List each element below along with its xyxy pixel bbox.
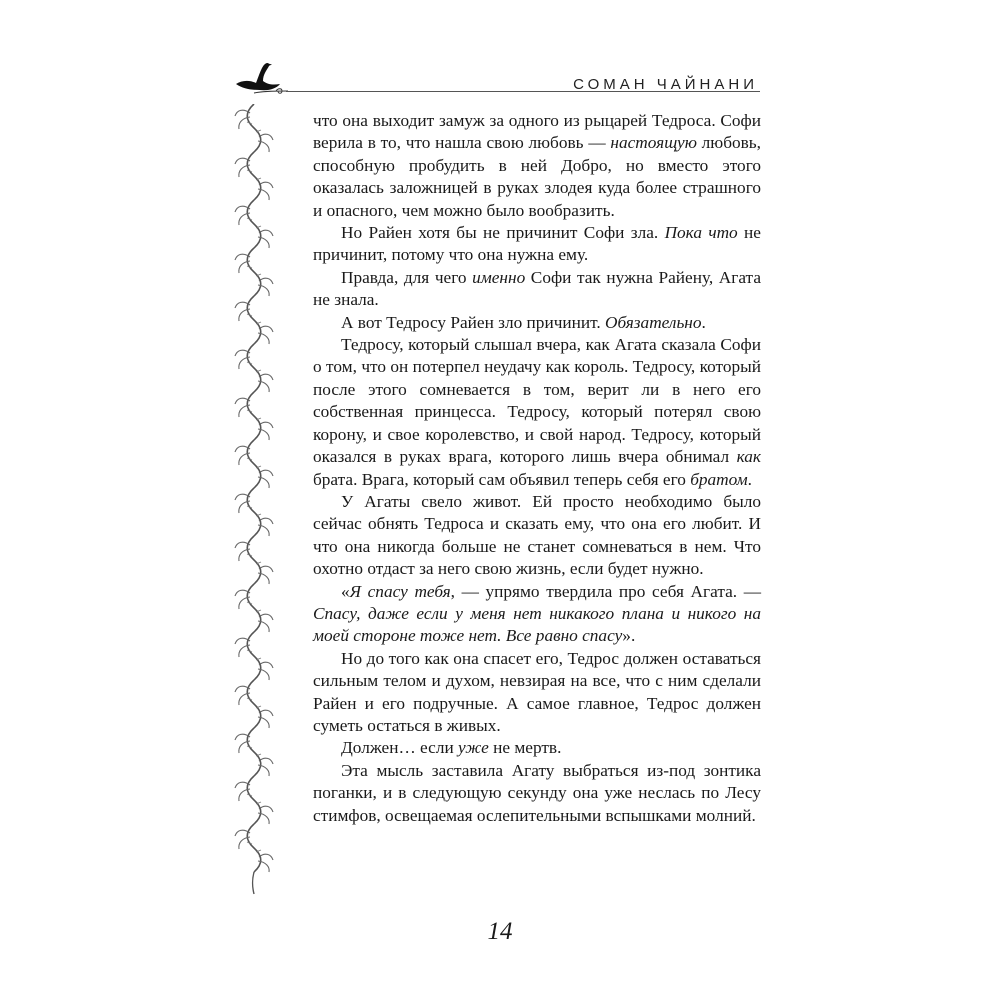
text-run: У Агаты свело живот. Ей просто необходимо было сейчас обнять Тедроса и сказать ему, что она его любит. И что она никогда больше не станет сомневаться в нем. Что охотно отдаст за него свою жизнь, если будет нужно. xyxy=(313,491,761,579)
italic-text-run: Спасу, даже если у меня нет никакого плана и никого на моей стороне тоже нет. Все равно спасу xyxy=(313,603,761,646)
paragraph xyxy=(313,312,761,334)
paragraph xyxy=(313,760,761,827)
text-run: . xyxy=(701,312,706,332)
text-run: что она выходит замуж за одного из рыцарей Тедроса. Софи верила в то, что нашла свою любовь — xyxy=(313,111,761,153)
text-run: Эта мысль заставила Агату выбраться из-под зонтика поганки, и в следующую секунду она уже неслась по Лесу стимфов, освещаемая ослепительными вспышками молний. xyxy=(313,760,761,825)
text-run: Но Райен хотя бы не причинит Софи зла. xyxy=(341,223,665,243)
italic-text-run: братом xyxy=(690,469,748,489)
italic-text-run: Пока что xyxy=(664,223,738,243)
text-run: Должен… если xyxy=(341,738,459,758)
text-run: . xyxy=(747,469,752,489)
paragraph xyxy=(313,222,761,267)
text-run: брата. Врага, который сам объявил теперь себя его xyxy=(313,469,691,489)
page-number: 14 xyxy=(487,918,513,945)
text-run: любовь, способную пробудить в ней Добро, но вместо этого оказалась заложницей в руках злодея куда более страшного и опасного, чем можно было вообразить. xyxy=(313,133,761,220)
paragraph xyxy=(313,110,761,222)
italic-text-run: Обязательно xyxy=(605,312,702,332)
text-run: « xyxy=(341,581,350,601)
italic-text-run: уже xyxy=(458,738,489,758)
italic-text-run: именно xyxy=(472,267,526,287)
italic-text-run: Я спасу тебя xyxy=(349,581,451,601)
swan-icon xyxy=(232,58,302,100)
text-run: Софи так нужна Райену, Агата не знала. xyxy=(313,267,761,310)
paragraph xyxy=(313,491,761,581)
text-run: не причинит, потому что она нужна ему. xyxy=(313,223,761,265)
paragraph xyxy=(313,648,761,738)
text-run: ». xyxy=(622,626,636,646)
paragraph xyxy=(313,267,761,312)
paragraph xyxy=(313,581,761,648)
italic-text-run: настоящую xyxy=(610,133,697,153)
text-run: не мертв. xyxy=(488,738,562,758)
running-head: СОМАН ЧАЙНАНИ xyxy=(573,76,758,93)
italic-text-run: как xyxy=(736,447,761,467)
text-run: , — упрямо твердила про себя Агата. — xyxy=(450,581,761,601)
paragraph xyxy=(313,737,761,759)
paragraph xyxy=(313,334,761,491)
text-run: Но до того как она спасет его, Тедрос должен оставаться сильным телом и духом, невзирая на все, что с ним сделали Райен и его подручные. А самое главное, Тедрос должен суметь остаться в живых. xyxy=(313,648,761,735)
text-run: Тедросу, который слышал вчера, как Агата сказала Софи о том, что он потерпел неудачу как король. Тедросу, который после этого сомневается в том, верит ли в него его собственная принцесса. Тедросу, который потерял свою корону, и свое королевство, и свой народ. Тедросу, который оказался в руках врага, которого лишь вчера обнимал xyxy=(313,335,761,467)
body-text xyxy=(313,110,761,827)
text-run: А вот Тедросу Райен зло причинит. xyxy=(341,312,606,332)
text-run: Правда, для чего xyxy=(341,267,473,287)
thorn-vine-ornament xyxy=(232,104,276,896)
